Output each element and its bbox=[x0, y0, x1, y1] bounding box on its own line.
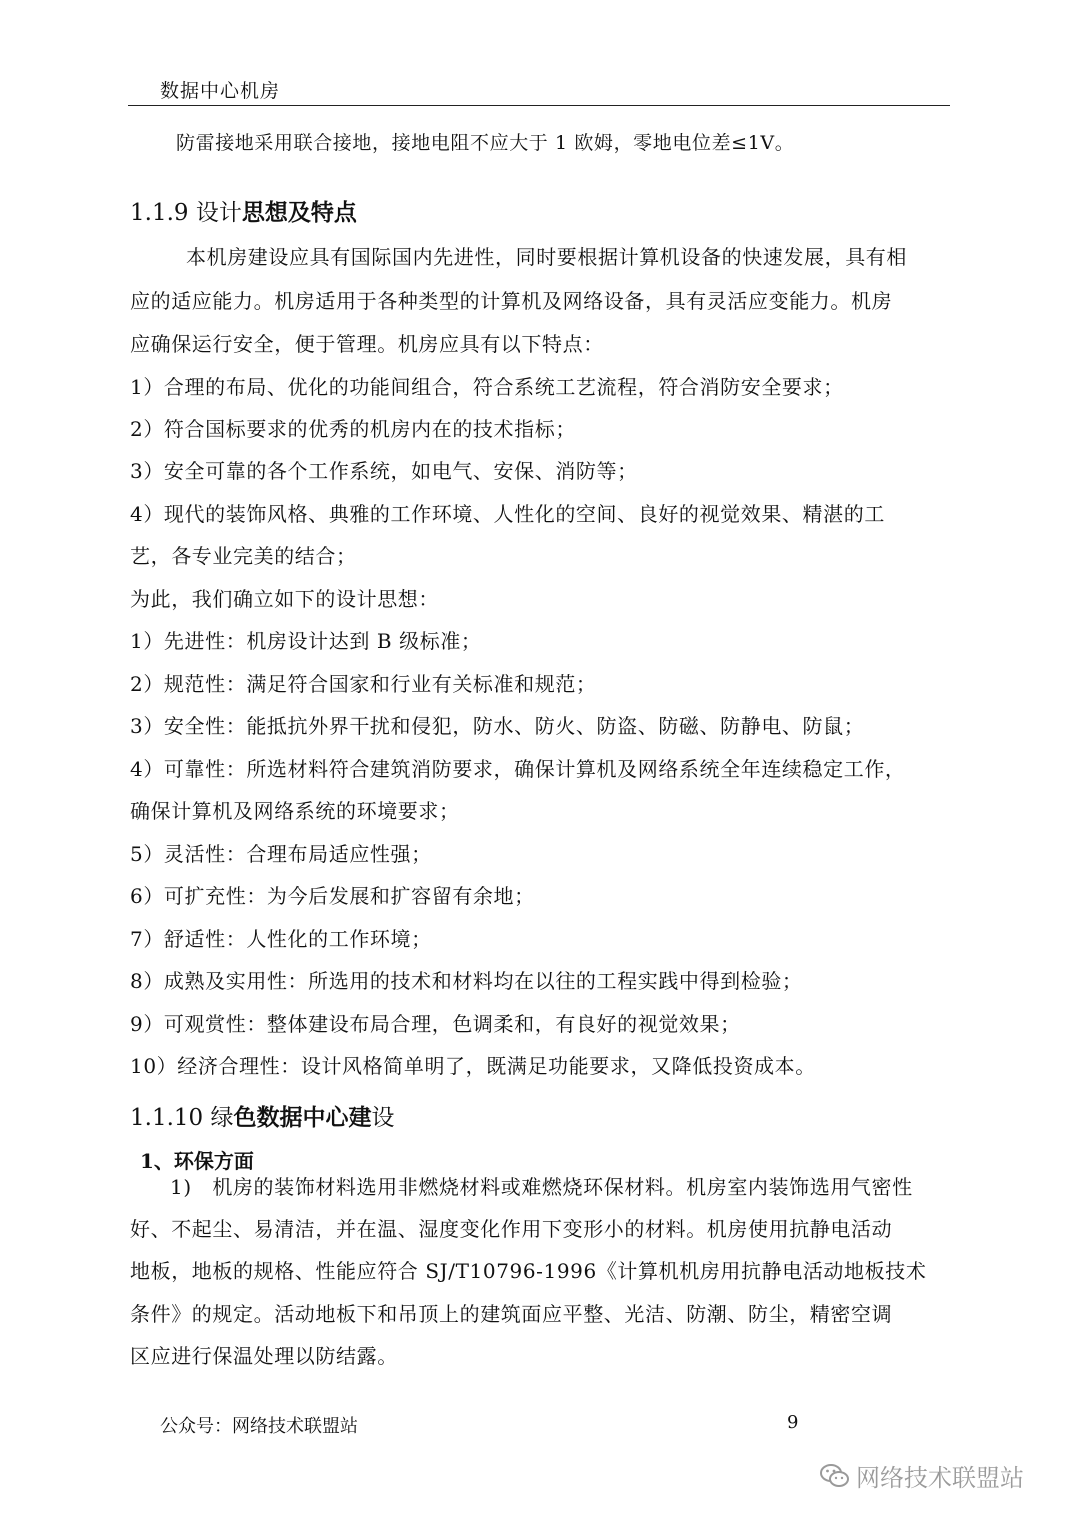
list-item: 2）规范性：满足符合国家和行业有关标准和规范； bbox=[130, 672, 597, 696]
section-heading-1-1-10 bbox=[130, 1099, 394, 1132]
section-title-light: 设计 bbox=[195, 200, 242, 226]
list-item-continuation: 确保计算机及网络系统的环境要求； bbox=[130, 799, 460, 823]
watermark bbox=[820, 1458, 1024, 1493]
list-item: 4）可靠性：所选材料符合建筑消防要求，确保计算机及网络系统全年连续稳定工作， bbox=[130, 757, 906, 781]
list-item: 10）经济合理性：设计风格简单明了，既满足功能要求，又降低投资成本。 bbox=[130, 1054, 816, 1078]
section-title-light: 绿 bbox=[210, 1105, 234, 1131]
section-title-bold: 色数据中心建 bbox=[233, 1105, 372, 1131]
list-item: 3）安全性：能抵抗外界干扰和侵犯，防水、防火、防盗、防磁、防静电、防鼠； bbox=[130, 714, 865, 738]
watermark-text: 网络技术联盟站 bbox=[856, 1464, 1024, 1492]
footer-account: 公众号：网络技术联盟站 bbox=[160, 1416, 358, 1437]
paragraph-line: 本机房建设应具有国际国内先进性，同时要根据计算机设备的快速发展，具有相 bbox=[186, 245, 907, 269]
list-item: 6）可扩充性：为今后发展和扩容留有余地； bbox=[130, 884, 535, 908]
paragraph-line: 应确保运行安全，便于管理。机房应具有以下特点： bbox=[130, 332, 604, 356]
paragraph-line: 地板，地板的规格、性能应符合 SJ/T10796-1996《计算机机房用抗静电活动地板技术 bbox=[130, 1259, 927, 1283]
page-number: 9 bbox=[787, 1412, 799, 1433]
list-item: 3）安全可靠的各个工作系统，如电气、安保、消防等； bbox=[130, 459, 638, 483]
paragraph-line: 应的适应能力。机房适用于各种类型的计算机及网络设备，具有灵活应变能力。机房 bbox=[130, 289, 893, 313]
list-item: 4）现代的装饰风格、典雅的工作环境、人性化的空间、良好的视觉效果、精湛的工 bbox=[130, 502, 885, 526]
section-number: 1.1.10 bbox=[130, 1105, 204, 1131]
list-item: 2）符合国标要求的优秀的机房内在的技术指标； bbox=[130, 417, 576, 441]
list-item: 1）先进性：机房设计达到 B 级标准； bbox=[130, 629, 482, 653]
list-item: 9）可观赏性：整体建设布局合理，色调柔和，有良好的视觉效果； bbox=[130, 1012, 741, 1036]
section-number: 1.1.9 bbox=[130, 200, 189, 226]
section-title-light: 设 bbox=[371, 1105, 395, 1131]
intro-line: 防雷接地采用联合接地，接地电阻不应大于 1 欧姆，零地电位差≤1V。 bbox=[176, 132, 795, 154]
paragraph-line: 为此，我们确立如下的设计思想： bbox=[130, 587, 439, 611]
section-heading-1-1-9 bbox=[130, 194, 357, 227]
list-item: 5）灵活性：合理布局适应性强； bbox=[130, 842, 432, 866]
wechat-icon bbox=[820, 1463, 850, 1489]
list-item: 1）合理的布局、优化的功能间组合，符合系统工艺流程，符合消防安全要求； bbox=[130, 375, 844, 399]
list-item-continuation: 艺，各专业完美的结合； bbox=[130, 544, 357, 568]
paragraph-line: 好、不起尘、易清洁，并在温、湿度变化作用下变形小的材料。机房使用抗静电活动 bbox=[130, 1217, 893, 1241]
section-title-bold: 思想及特点 bbox=[241, 200, 357, 226]
subheading-environmental: 1、环保方面 bbox=[140, 1149, 254, 1173]
paragraph-line: 条件》的规定。活动地板下和吊顶上的建筑面应平整、光洁、防潮、防尘，精密空调 bbox=[130, 1302, 893, 1326]
paragraph-line: 区应进行保温处理以防结露。 bbox=[130, 1344, 398, 1368]
page-header-title: 数据中心机房 bbox=[160, 80, 281, 102]
list-item: 8）成熟及实用性：所选用的技术和材料均在以往的工程实践中得到检验； bbox=[130, 969, 803, 993]
header-rule bbox=[128, 105, 950, 106]
list-item: 7）舒适性：人性化的工作环境； bbox=[130, 927, 432, 951]
paragraph-line: 1) 机房的装饰材料选用非燃烧材料或难燃烧环保材料。机房室内装饰选用气密性 bbox=[170, 1175, 913, 1199]
